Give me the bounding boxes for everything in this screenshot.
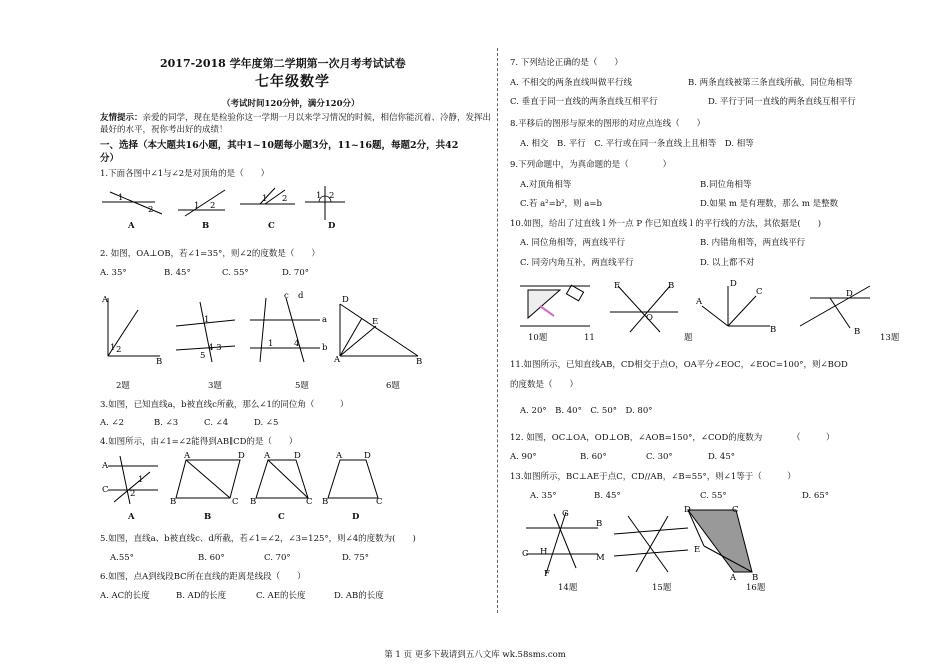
q7-option-c: C. 垂直于同一直线的两条直线互相平行 <box>510 97 658 107</box>
q4-label-d: D <box>352 512 360 522</box>
svg-text:B: B <box>854 327 861 337</box>
q5-option-d: D. 75° <box>342 553 369 563</box>
q5-text: 5.如图，直线a、b被直线c、d所截，若∠1=∠2，∠3=125°，则∠4的度数为( ) <box>100 534 416 544</box>
svg-text:E: E <box>614 281 621 291</box>
q12-option-b: B. 60° <box>580 452 607 462</box>
fig-caption-11: 11 <box>584 333 595 343</box>
svg-text:M: M <box>596 553 605 563</box>
q1-label-c: C <box>268 221 275 231</box>
svg-text:a: a <box>322 315 328 325</box>
q2-option-b: B. 45° <box>164 268 191 278</box>
q10-option-b: B. 内错角相等，两直线平行 <box>700 238 806 248</box>
q7-text: 7. 下列结论正确的是（ ） <box>510 58 623 68</box>
tip-line-2: 最好的水平，祝你考出好的成绩！ <box>100 125 228 135</box>
q5-option-a: A.55° <box>110 553 134 563</box>
q7-option-b: B. 两条直线被第三条直线所截，同位角相等 <box>688 78 853 88</box>
svg-text:D: D <box>684 506 691 515</box>
svg-text:2: 2 <box>329 191 335 201</box>
q11-options: A. 20° B. 40° C. 50° D. 80° <box>520 406 653 416</box>
q13-option-a: A. 35° <box>530 491 557 501</box>
svg-text:B: B <box>322 497 329 507</box>
svg-text:D: D <box>294 452 301 461</box>
q3-option-a: A. ∠2 <box>100 418 125 428</box>
svg-text:B: B <box>770 325 777 335</box>
svg-text:B: B <box>250 497 257 507</box>
svg-text:A: A <box>184 452 191 461</box>
svg-text:A: A <box>334 355 341 365</box>
fig-caption-15: 15题 <box>652 583 672 593</box>
svg-text:E: E <box>694 545 701 555</box>
q12-option-a: A. 90° <box>510 452 537 462</box>
q6-text: 6.如图，点A到线段BC所在直线的距离是线段（ ） <box>100 572 306 582</box>
svg-text:B: B <box>156 357 163 367</box>
svg-text:F: F <box>544 569 550 579</box>
q13-option-b: B. 45° <box>594 491 621 501</box>
tip-label: 友情提示： <box>100 113 143 123</box>
svg-text:1: 1 <box>316 191 322 201</box>
svg-text:A: A <box>336 452 343 461</box>
q1-figures <box>100 182 360 232</box>
svg-text:D: D <box>342 295 349 305</box>
svg-text:C: C <box>232 497 239 507</box>
svg-text:H: H <box>540 547 548 557</box>
q9-option-c: C.若 a²=b²，则 a=b <box>520 199 602 209</box>
svg-text:D: D <box>730 279 737 289</box>
q13-option-c: C. 55° <box>700 491 727 501</box>
q6-option-d: D. AB的长度 <box>334 591 384 601</box>
q4-label-c: C <box>278 512 285 522</box>
q11-text: 11.如图所示，已知直线AB，CD相交于点O，OA平分∠EOC，∠EOC=100°，则∠BOD <box>510 360 848 370</box>
q7-option-a: A. 不相交的两条直线叫做平行线 <box>510 78 633 88</box>
svg-text:4: 4 <box>294 339 300 349</box>
q2-option-a: A. 35° <box>100 268 127 278</box>
svg-text:B: B <box>170 497 177 507</box>
svg-text:2: 2 <box>148 205 154 215</box>
q2-option-c: C. 55° <box>222 268 249 278</box>
svg-text:4 3: 4 3 <box>208 343 222 353</box>
q10-option-d: D. 以上都不对 <box>700 258 755 268</box>
q10-text: 10.如图，给出了过直线 l 外一点 P 作已知直线 l 的平行线的方法，其依据是( ) <box>510 219 822 229</box>
svg-text:1: 1 <box>204 315 210 325</box>
svg-text:A: A <box>696 297 703 307</box>
svg-text:C: C <box>732 506 739 515</box>
q4-text: 4.如图所示，由∠1=∠2能得到AB∥CD的是（ ） <box>100 437 298 447</box>
figures-row-bottom <box>518 506 778 582</box>
svg-text:5: 5 <box>200 351 206 361</box>
q12-text: 12. 如图，OC⊥OA，OD⊥OB，∠AOB=150°，∠COD的度数为 （ ） <box>510 433 835 443</box>
svg-text:1: 1 <box>138 475 144 485</box>
svg-text:1: 1 <box>118 193 124 203</box>
q12-option-d: D. 45° <box>708 452 735 462</box>
section1-heading-2: 分） <box>100 153 120 164</box>
figures-row-right <box>510 276 910 340</box>
svg-text:D: D <box>238 452 245 461</box>
svg-text:B: B <box>596 519 603 529</box>
svg-text:1: 1 <box>268 339 274 349</box>
fig-caption-12: 题 <box>684 333 693 343</box>
q3-option-d: D. ∠5 <box>254 418 279 428</box>
svg-text:A: A <box>730 573 737 582</box>
q4-label-b: B <box>204 512 212 522</box>
q4-label-a: A <box>128 512 135 522</box>
q6-option-b: B. AD的长度 <box>176 591 227 601</box>
q4-figures <box>100 452 390 508</box>
svg-text:C: C <box>522 549 529 559</box>
q10-option-c: C. 同旁内角互补，两直线平行 <box>520 258 634 268</box>
fig-caption-10: 10题 <box>528 333 548 343</box>
q3-text: 3.如图，已知直线a，b被直线c所截，那么∠1的同位角（ ） <box>100 400 349 410</box>
q3-option-b: B. ∠3 <box>154 418 179 428</box>
svg-text:2: 2 <box>116 345 122 355</box>
q9-option-a: A.对顶角相等 <box>520 180 572 190</box>
svg-text:O: O <box>646 313 653 323</box>
svg-text:c: c <box>284 291 289 301</box>
q1-text: 1.下面各图中∠1与∠2是对顶角的是（ ） <box>100 169 270 179</box>
svg-text:2: 2 <box>210 201 216 211</box>
tip-text-1: 亲爱的同学，现在是检验你这一学期一月以来学习情况的时候，相信你能沉着、冷静，发挥出 <box>142 113 492 123</box>
q12-option-c: C. 30° <box>646 452 673 462</box>
q13-option-d: D. 65° <box>802 491 829 501</box>
q5-option-c: C. 70° <box>264 553 291 563</box>
fig-caption-3: 3题 <box>208 381 222 391</box>
svg-text:B: B <box>752 573 759 582</box>
svg-text:1: 1 <box>194 201 200 211</box>
svg-text:C: C <box>376 497 383 507</box>
q2-text: 2. 如图，OA⊥OB，若∠1=35°，则∠2的度数是（ ） <box>100 249 320 259</box>
q9-option-b: B.同位角相等 <box>700 180 752 190</box>
svg-text:C: C <box>102 485 109 495</box>
svg-text:C: C <box>756 287 763 297</box>
svg-text:1: 1 <box>110 343 116 353</box>
q7-option-d: D. 平行于同一直线的两条直线互相平行 <box>708 97 856 107</box>
svg-text:A: A <box>264 452 271 461</box>
svg-text:A: A <box>102 295 109 305</box>
exam-info: （考试时间120分钟，满分120分） <box>222 99 360 109</box>
section1-heading: 一、选择（本大题共16小题，其中1~10题每小题3分，11~16题，每题2分，共42 <box>100 140 459 151</box>
q9-text: 9.下列命题中，为真命题的是（ ） <box>510 160 672 170</box>
fig-caption-2: 2题 <box>116 381 130 391</box>
svg-text:E: E <box>372 317 379 327</box>
q10-option-a: A. 同位角相等，两直线平行 <box>520 238 626 248</box>
subject-title: 七年级数学 <box>255 74 330 90</box>
fig-caption-5: 5题 <box>295 381 309 391</box>
svg-text:C: C <box>306 497 313 507</box>
exam-title: 2017-2018 学年度第二学期第一次月考考试试卷 <box>160 57 406 70</box>
figures-row-2 <box>100 290 430 368</box>
svg-text:B: B <box>416 357 423 367</box>
q1-label-b: B <box>202 221 210 231</box>
column-divider <box>497 48 498 613</box>
q9-option-d: D.如果 m 是有理数，那么 m 是整数 <box>700 199 839 209</box>
svg-text:d: d <box>298 291 304 301</box>
q1-label-d: D <box>328 221 336 231</box>
q8-options: A. 相交 B. 平行 C. 平行或在同一条直线上且相等 D. 相等 <box>520 139 754 149</box>
svg-text:B: B <box>668 281 675 291</box>
q3-option-c: C. ∠4 <box>204 418 229 428</box>
q2-option-d: D. 70° <box>282 268 309 278</box>
svg-text:1: 1 <box>262 194 268 204</box>
q5-option-b: B. 60° <box>198 553 225 563</box>
q6-option-c: C. AE的长度 <box>256 591 306 601</box>
page-footer: 第 1 页 更多下载请到五八文库 wk.58sms.com <box>384 650 566 660</box>
svg-text:b: b <box>322 343 328 353</box>
fig-caption-16: 16题 <box>746 583 766 593</box>
svg-text:G: G <box>562 509 569 519</box>
svg-text:D: D <box>364 452 371 461</box>
q13-text: 13.如图所示，BC⊥AE于点C，CD//AB，∠B=55°，则∠1等于（ ） <box>510 472 796 482</box>
q6-option-a: A. AC的长度 <box>100 591 150 601</box>
svg-text:2: 2 <box>130 489 136 499</box>
fig-caption-13: 13题 <box>880 333 900 343</box>
fig-caption-14: 14题 <box>558 583 578 593</box>
q8-text: 8.平移后的图形与原来的图形的对应点连线（ ） <box>510 119 706 129</box>
svg-text:2: 2 <box>282 194 288 204</box>
fig-caption-6: 6题 <box>386 381 400 391</box>
svg-text:A: A <box>102 461 109 471</box>
q11-text-2: 的度数是（ ） <box>510 380 579 390</box>
tip-line-1 <box>100 113 491 124</box>
svg-text:D: D <box>846 289 853 299</box>
q1-label-a: A <box>128 221 135 231</box>
